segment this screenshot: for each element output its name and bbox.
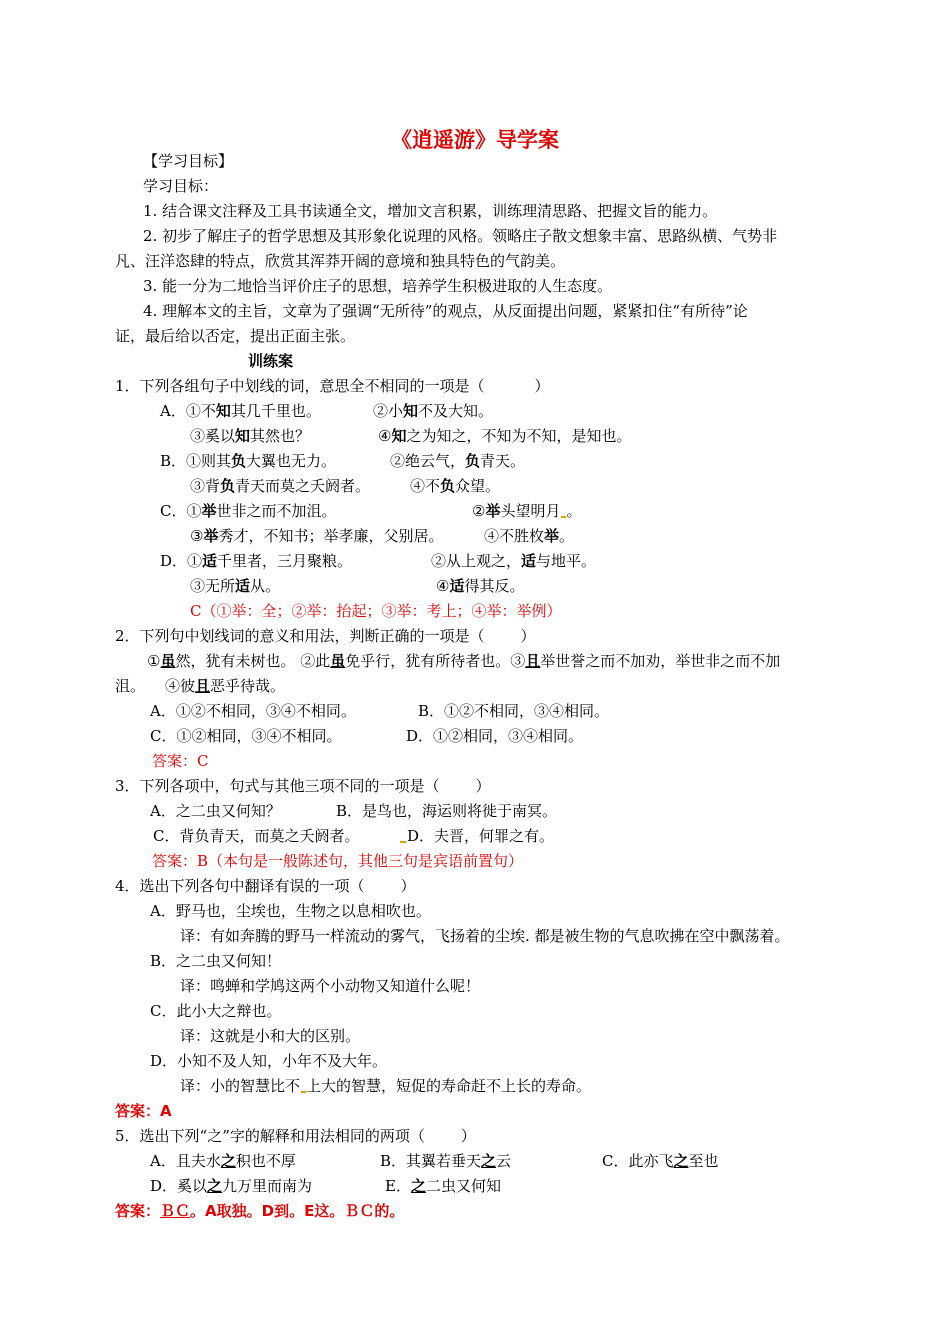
objectives-subheader: 学习目标： [143, 177, 219, 195]
q4-option-a-translation: 译：有如奔腾的野马一样流动的雾气，飞扬着的尘埃. 都是被生物的气息吹拂在空中飘荡着。 [180, 927, 790, 945]
q1-option-d-line1: D．①适千里者，三月聚粮。 [160, 552, 353, 570]
q5-option-d: D．奚以之九万里而南为 [150, 1177, 313, 1195]
q5-option-c: C．此亦飞之至也 [602, 1152, 719, 1170]
q3-answer: 答案：B（本句是一般陈述句，其他三句是宾语前置句） [152, 852, 524, 870]
objective-3: 3. 能一分为二地恰当评价庄子的思想，培养学生积极进取的人生态度。 [143, 277, 613, 295]
q2-option-c: C．①②相同，③④不相同。 [150, 727, 342, 745]
q5-option-a: A．且夫水之积也不厚 [150, 1152, 296, 1170]
objective-4-cont: 证，最后给以否定，提出正面主张。 [115, 327, 356, 345]
q5-option-b: B．其翼若垂天之云 [380, 1152, 512, 1170]
q1-option-c-line2b: ④不胜枚举。 [484, 527, 575, 545]
q1-option-b-line2b: ④不负众望。 [410, 477, 501, 495]
q1-option-b-line2: ③背负青天而莫之夭阏者。 [190, 477, 371, 495]
q4-option-d-translation: 译：小的智慧比不 上大的智慧，短促的寿命赶不上长的寿命。 [180, 1077, 592, 1095]
q3-option-d: D．夫晋，何罪之有。 [400, 826, 554, 846]
objective-2-cont: 凡、汪洋恣肆的特点，欣赏其浑莽开阔的意境和独具特色的气韵美。 [115, 252, 566, 270]
q3-option-c: C．背负青天，而莫之夭阏者。 [153, 827, 360, 845]
q1-option-d-line2: ③无所适从。 [190, 577, 281, 595]
q1-stem: 1．下列各组句子中划线的词，意思全不相同的一项是（ ） [115, 377, 550, 395]
q4-option-b: B．之二虫又何知！ [150, 952, 282, 970]
training-header: 训练案 [248, 352, 294, 370]
q5-answer: 答案：ＢＣ。A取独。D到。E这。ＢＣ的。 [115, 1202, 405, 1220]
q1-option-a-line2b: ④知之为知之，不知为不知，是知也。 [378, 427, 632, 445]
q1-option-c-line1: C．①举世非之而不加沮。 [160, 502, 337, 520]
q3-stem: 3．下列各项中，句式与其他三项不同的一项是（ ） [115, 777, 491, 795]
q4-answer: 答案：A [115, 1102, 172, 1120]
q1-option-a-line1b: ②小知不及大知。 [373, 402, 494, 420]
q1-answer: C（①举：全；②举：抬起；③举：考上；④举：举例） [190, 602, 562, 620]
q2-option-b: B．①②不相同，③④相同。 [418, 702, 610, 720]
q1-option-d-line1b: ②从上观之，适与地平。 [431, 552, 597, 570]
q2-stem: 2．下列句中划线词的意义和用法，判断正确的一项是（ ） [115, 627, 536, 645]
q2-line2b: ④彼且恶乎待哉。 [165, 677, 286, 695]
objective-4: 4. 理解本文的主旨，文章为了强调“无所待”的观点，从反面提出问题，紧紧扣住“有所待”论 [143, 302, 748, 320]
objective-2: 2. 初步了解庄子的哲学思想及其形象化说理的风格。领略庄子散文想象丰富、思路纵横、气势非 [143, 227, 778, 245]
q3-option-a: A．之二虫又何知？ [150, 802, 281, 820]
q4-option-c-translation: 译：这就是小和大的区别。 [180, 1027, 361, 1045]
q2-option-d: D．①②相同，③④相同。 [406, 727, 584, 745]
q4-option-c: C．此小大之辩也。 [150, 1002, 282, 1020]
q1-option-a-line1: A．①不知其几千里也。 [160, 402, 321, 420]
q1-option-b-line1: B．①则其负大翼也无力。 [160, 452, 337, 470]
q5-option-e: E．之二虫又何知 [385, 1177, 501, 1195]
q4-option-b-translation: 译：鸣蝉和学鸠这两个小动物又知道什么呢！ [180, 977, 481, 995]
q1-option-b-line1b: ②绝云气，负青天。 [390, 452, 526, 470]
q2-answer: 答案：C [152, 752, 209, 770]
q2-option-a: A．①②不相同，③④不相同。 [150, 702, 356, 720]
q4-option-d: D．小知不及人知，小年不及大年。 [150, 1052, 388, 1070]
objective-1: 1. 结合课文注释及工具书读通全文，增加文言积累，训练理清思路、把握文旨的能力。 [143, 202, 718, 220]
page-title: 《逍遥游》导学案 [391, 128, 559, 152]
q4-stem: 4．选出下列各句中翻译有误的一项（ ） [115, 877, 416, 895]
q5-stem: 5．选出下列“之”字的解释和用法相同的两项（ ） [115, 1127, 476, 1145]
q1-option-c-line1b: ②举头望明月 。 [472, 502, 582, 520]
q1-option-d-line2b: ④适得其反。 [436, 577, 525, 595]
q1-option-c-line2: ③举秀才，不知书；举孝廉，父别居。 [190, 527, 444, 545]
q3-option-b: B．是鸟也，海运则将徙于南冥。 [336, 802, 558, 820]
q1-option-a-line2: ③奚以知其然也？ [190, 427, 311, 445]
objectives-header: 【学习目标】 [143, 152, 234, 170]
q4-option-a: A．野马也，尘埃也，生物之以息相吹也。 [150, 902, 431, 920]
q2-line2: 沮。 [115, 677, 146, 695]
q2-line1: ①虽然，犹有未树也。 ②此虽免乎行，犹有所待者也。③且举世誉之而不加劝，举世非之而不加 [147, 652, 781, 670]
